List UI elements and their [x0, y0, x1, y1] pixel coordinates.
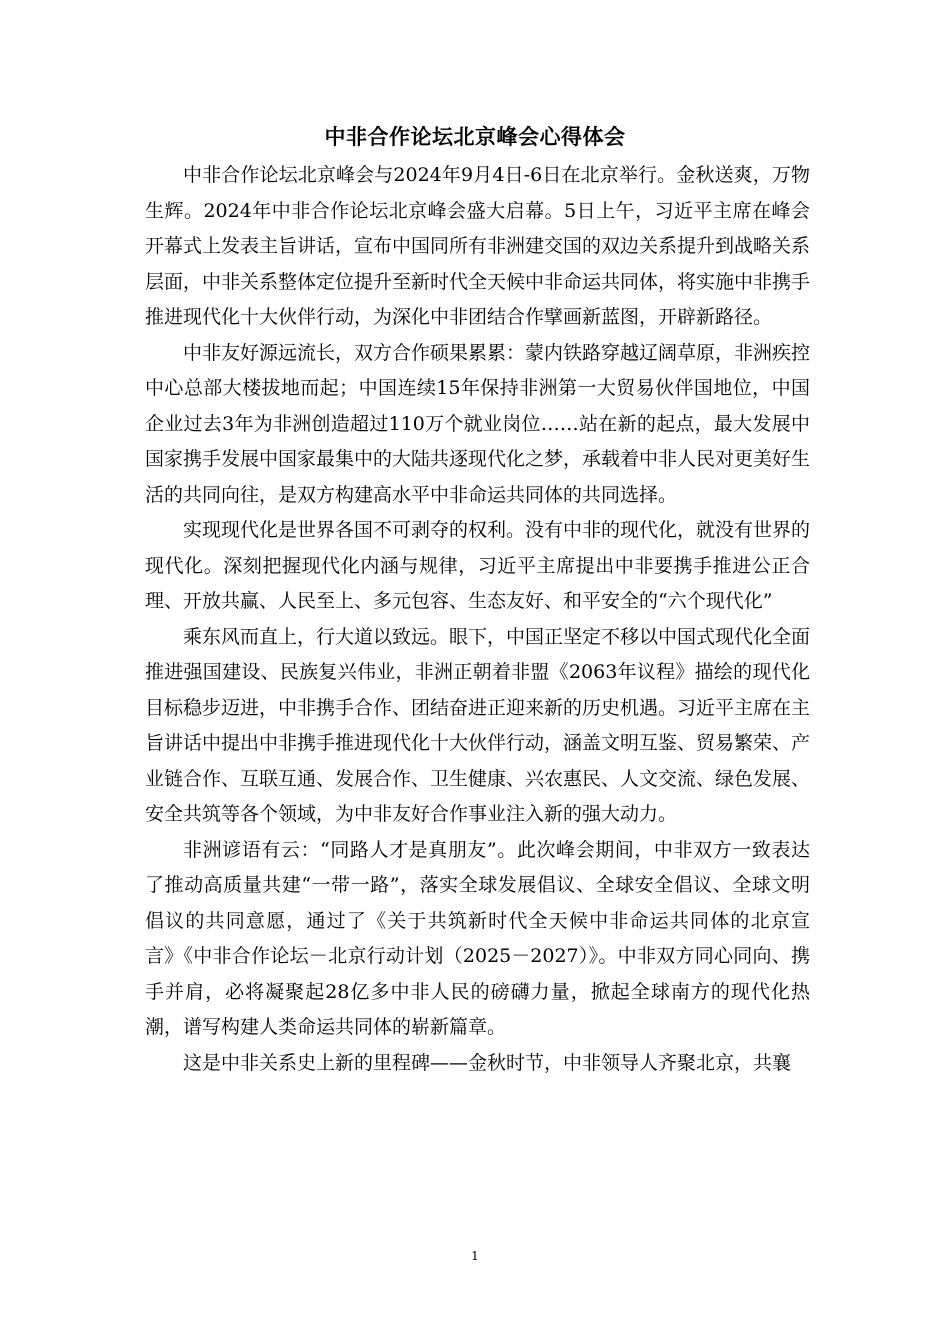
document-title: 中非合作论坛北京峰会心得体会	[324, 125, 626, 149]
paragraph-2: 中非友好源远流长，双方合作硕果累累：蒙内铁路穿越辽阔草原，非洲疾控中心总部大楼拔地而起；中国连续15年保持非洲第一大贸易伙伴国地位，中国企业过去3年为非洲创造超过110万个就业岗位……站在新的起点，最大发展中国家携手发展中国家最集中的大陆共逐现代化之梦，承载着中非人民对更美好生活的共同向往，是双方构建高水平中非命运共同体的共同选择。	[145, 341, 811, 506]
document-body	[145, 158, 810, 1081]
paragraph-3: 实现现代化是世界各国不可剥夺的权利。没有中非的现代化，就没有世界的现代化。深刻把握现代化内涵与规律，习近平主席提出中非要携手推进公正合理、开放共赢、人民至上、多元包容、生态友好、和平安全的“六个现代化”	[145, 519, 811, 612]
page-number: 1	[471, 1249, 479, 1263]
paragraph-1: 中非合作论坛北京峰会与2024年9月4日-6日在北京举行。金秋送爽，万物生辉。2024年中非合作论坛北京峰会盛大启幕。5日上午，习近平主席在峰会开幕式上发表主旨讲话，宣布中国同所有非洲建交国的双边关系提升到战略关系层面，中非关系整体定位提升至新时代全天候中非命运共同体，将实施中非携手推进现代化十大伙伴行动，为深化中非团结合作擘画新蓝图，开辟新路径。	[145, 164, 811, 328]
paragraph-4: 乘东风而直上，行大道以致远。眼下，中国正坚定不移以中国式现代化全面推进强国建设、民族复兴伟业，非洲正朝着非盟《2063年议程》描绘的现代化目标稳步迈进，中非携手合作、团结奋进正迎来新的历史机遇。习近平主席在主旨讲话中提出中非携手推进现代化十大伙伴行动，涵盖文明互鉴、贸易繁荣、产业链合作、互联互通、发展合作、卫生健康、兴农惠民、人文交流、绿色发展、安全共筑等各个领域，为中非友好合作事业注入新的强大动力。	[145, 625, 811, 825]
paragraph-5: 非洲谚语有云：“同路人才是真朋友”。此次峰会期间，中非双方一致表达了推动高质量共建“一带一路”，落实全球发展倡议、全球安全倡议、全球文明倡议的共同意愿，通过了《关于共筑新时代全天候中非命运共同体的北京宣言》《中非合作论坛－北京行动计划（2025－2027）》。中非双方同心同向、携手并肩，必将凝聚起28亿多中非人民的磅礴力量，掀起全球南方的现代化热潮，谱写构建人类命运共同体的崭新篇章。	[145, 838, 810, 1038]
paragraph-6: 这是中非关系史上新的里程碑——金秋时节，中非领导人齐聚北京，共襄	[183, 1051, 792, 1074]
